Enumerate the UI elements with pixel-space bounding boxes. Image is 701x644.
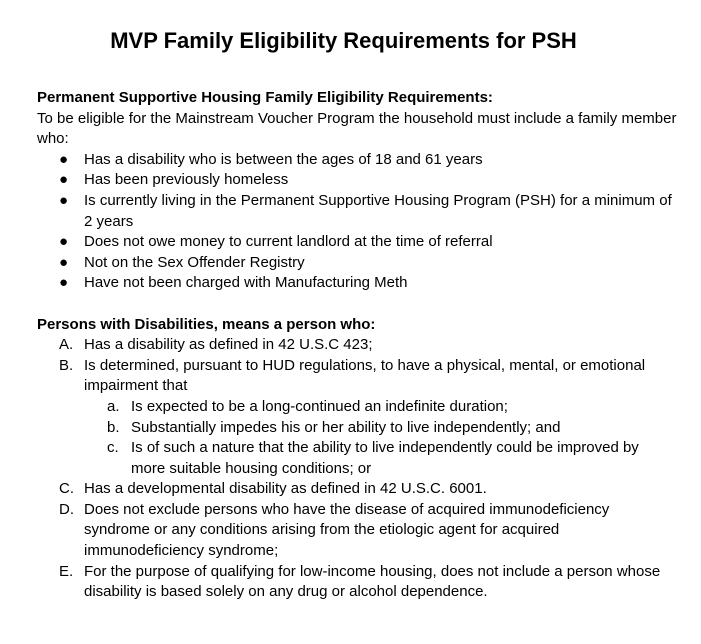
list-marker: c. (107, 439, 119, 457)
list-item (37, 150, 677, 171)
section-heading-disabilities: Persons with Disabilities, means a person who: (37, 315, 376, 333)
list-marker: E. (59, 562, 74, 580)
list-item-text: For the purpose of qualifying for low-income housing, does not include a person whose disability is based solely on any drug or alcohol dependence. (84, 562, 661, 601)
list-item (37, 479, 677, 500)
bullet-marker: ● (59, 253, 69, 271)
list-marker: a. (107, 397, 120, 415)
bullet-marker: ● (59, 171, 69, 189)
list-marker: A. (59, 336, 74, 354)
list-item (37, 232, 677, 253)
list-marker: B. (59, 356, 74, 374)
section-spacer (37, 294, 677, 315)
list-item-text: Does not exclude persons who have the disease of acquired immunodeficiency syndrome or any conditions arising from the etiologic agent for acquired immunodeficiency syndrome; (84, 500, 610, 560)
list-item-text: Is expected to be a long-continued an indefinite duration; (131, 397, 508, 415)
list-item (37, 500, 677, 562)
list-item-text: Is determined, pursuant to HUD regulations, to have a physical, mental, or emotional impairment that (84, 356, 646, 395)
list-item-text: Has been previously homeless (84, 171, 289, 189)
list-item-text: Is of such a nature that the ability to live independently could be improved by more suitable housing conditions; or (131, 439, 639, 477)
list-item (84, 438, 677, 479)
intro-paragraph: To be eligible for the Mainstream Voucher Program the household must include a family member who: (37, 109, 677, 148)
list-item-text: Has a disability as defined in 42 U.S.C 423; (84, 336, 373, 354)
list-item (37, 273, 677, 294)
list-item (37, 253, 677, 274)
list-item-text: Has a developmental disability as defined in 42 U.S.C. 6001. (84, 480, 487, 498)
impairment-sublist (84, 397, 677, 479)
list-item-text: Substantially impedes his or her ability to live independently; and (131, 418, 561, 436)
eligibility-bullet-list (37, 150, 677, 294)
list-item (37, 191, 677, 232)
bullet-marker: ● (59, 191, 69, 209)
list-item (84, 397, 677, 418)
list-item-text: Is currently living in the Permanent Supportive Housing Program (PSH) for a minimum of 2 years (84, 191, 672, 230)
bullet-marker: ● (59, 150, 69, 168)
document-title: MVP Family Eligibility Requirements for PSH (110, 28, 577, 53)
section-heading-psh: Permanent Supportive Housing Family Eligibility Requirements: (37, 89, 493, 106)
list-item (37, 356, 677, 480)
list-marker: D. (59, 500, 74, 518)
list-item-text: Have not been charged with Manufacturing Meth (84, 274, 408, 292)
bullet-marker: ● (59, 274, 69, 292)
list-marker: b. (107, 418, 120, 436)
list-marker: C. (59, 480, 74, 498)
list-item (84, 418, 677, 439)
list-item-text: Does not owe money to current landlord at the time of referral (84, 233, 493, 251)
list-item-text: Not on the Sex Offender Registry (84, 253, 305, 271)
bullet-marker: ● (59, 233, 69, 251)
list-item (37, 335, 677, 356)
list-item (37, 562, 677, 603)
disability-definition-list (37, 335, 677, 603)
list-item-text: Has a disability who is between the ages of 18 and 61 years (84, 150, 483, 168)
list-item (37, 170, 677, 191)
document-body (37, 88, 677, 603)
